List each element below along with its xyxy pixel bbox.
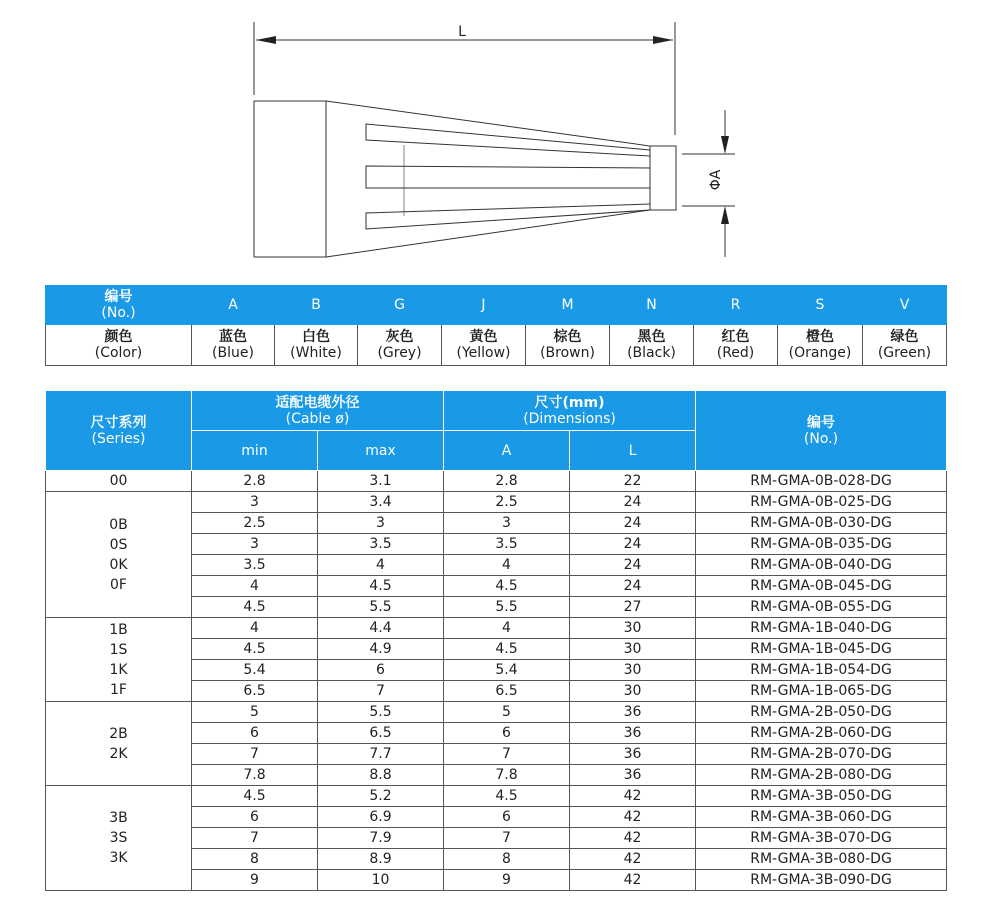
cell-min: 7.8 <box>192 765 318 786</box>
cell-max: 4.5 <box>318 576 444 597</box>
color-name-a <box>192 325 275 366</box>
cell-max: 7.9 <box>318 828 444 849</box>
cell-no: RM-GMA-3B-090-DG <box>696 870 947 891</box>
cell-a: 2.8 <box>444 471 570 492</box>
cell-a: 6.5 <box>444 681 570 702</box>
color-name-en: (Black) <box>627 345 676 361</box>
cell-max: 3.5 <box>318 534 444 555</box>
color-name-cn: 白色 <box>302 329 330 345</box>
cell-l: 30 <box>570 639 696 660</box>
series-code: 1F <box>110 681 127 698</box>
cell-max: 3 <box>318 513 444 534</box>
cell-l: 30 <box>570 618 696 639</box>
series-cell <box>46 702 192 786</box>
cell-no: RM-GMA-3B-050-DG <box>696 786 947 807</box>
size-table-body <box>46 471 947 891</box>
cell-min: 4.5 <box>192 597 318 618</box>
cell-l: 27 <box>570 597 696 618</box>
cell-l: 36 <box>570 702 696 723</box>
color-name-en: (Yellow) <box>456 345 511 361</box>
slot-middle <box>366 166 650 188</box>
cell-max: 5.5 <box>318 597 444 618</box>
color-code-r: R <box>694 286 778 325</box>
color-name-en: (Green) <box>877 345 932 361</box>
cell-max: 6.9 <box>318 807 444 828</box>
color-name-b <box>275 325 358 366</box>
max-header: max <box>318 431 444 471</box>
series-code: 1S <box>109 641 128 658</box>
cell-min: 4.5 <box>192 786 318 807</box>
cell-max: 4.9 <box>318 639 444 660</box>
cell-no: RM-GMA-2B-070-DG <box>696 744 947 765</box>
cell-max: 6.5 <box>318 723 444 744</box>
cell-no: RM-GMA-0B-040-DG <box>696 555 947 576</box>
l-header: L <box>570 431 696 471</box>
color-code-m: M <box>526 286 610 325</box>
cell-max: 7.7 <box>318 744 444 765</box>
cell-min: 5.4 <box>192 660 318 681</box>
cell-l: 42 <box>570 870 696 891</box>
header-label-cn: 编号 <box>104 289 133 305</box>
cell-l: 24 <box>570 555 696 576</box>
series-code: 0B <box>109 516 128 533</box>
color-name-en: (Brown) <box>540 345 595 361</box>
row-label-cn: 颜色 <box>104 329 133 345</box>
cell-a: 6 <box>444 807 570 828</box>
cell-a: 6 <box>444 723 570 744</box>
color-name-cn: 棕色 <box>553 329 582 345</box>
cell-min: 4 <box>192 618 318 639</box>
table-row <box>46 492 947 513</box>
series-header <box>46 391 192 471</box>
color-code-v: V <box>863 286 947 325</box>
cell-a: 5.5 <box>444 597 570 618</box>
cell-l: 42 <box>570 807 696 828</box>
series-code: 3K <box>109 850 128 866</box>
color-name-cn: 黄色 <box>469 329 498 345</box>
cell-a: 7.8 <box>444 765 570 786</box>
technical-drawing <box>0 0 990 280</box>
color-value-row <box>46 325 947 366</box>
series-code: 0S <box>109 536 128 553</box>
cell-min: 8 <box>192 849 318 870</box>
diameter-label: ΦA <box>708 169 724 191</box>
color-code-g: G <box>358 286 442 325</box>
cell-a: 9 <box>444 870 570 891</box>
cell-no: RM-GMA-2B-080-DG <box>696 765 947 786</box>
cell-min: 4.5 <box>192 639 318 660</box>
cell-l: 30 <box>570 681 696 702</box>
dim-header-cn: 尺寸(mm) <box>534 394 605 411</box>
cell-l: 42 <box>570 786 696 807</box>
arrow-right-icon <box>653 36 673 44</box>
a-header: A <box>444 431 570 471</box>
cell-min: 2.8 <box>192 471 318 492</box>
cell-no: RM-GMA-0B-045-DG <box>696 576 947 597</box>
color-name-en: (Orange) <box>788 345 852 361</box>
color-name-r <box>694 325 778 366</box>
cell-a: 4 <box>444 618 570 639</box>
cell-l: 24 <box>570 534 696 555</box>
series-code: 2B <box>109 725 128 742</box>
cell-max: 10 <box>318 870 444 891</box>
arrow-left-icon <box>256 36 276 44</box>
series-header-cn: 尺寸系列 <box>90 414 147 431</box>
cell-max: 8.8 <box>318 765 444 786</box>
cell-a: 4.5 <box>444 639 570 660</box>
cell-l: 30 <box>570 660 696 681</box>
cell-min: 5 <box>192 702 318 723</box>
cell-l: 36 <box>570 723 696 744</box>
color-name-m <box>526 325 610 366</box>
series-code: 3B <box>109 810 128 826</box>
cell-a: 4 <box>444 555 570 576</box>
size-spec-table <box>45 390 947 891</box>
series-cell <box>46 492 192 618</box>
color-header-row <box>46 286 947 325</box>
cell-l: 24 <box>570 513 696 534</box>
cell-no: RM-GMA-1B-045-DG <box>696 639 947 660</box>
length-label: L <box>458 24 466 40</box>
cell-max: 3.1 <box>318 471 444 492</box>
cell-l: 24 <box>570 492 696 513</box>
connector-head <box>254 101 326 257</box>
cell-l: 22 <box>570 471 696 492</box>
cell-no: RM-GMA-1B-054-DG <box>696 660 947 681</box>
cell-min: 3 <box>192 492 318 513</box>
color-name-cn: 灰色 <box>385 329 414 345</box>
cell-max: 4.4 <box>318 618 444 639</box>
color-name-s <box>778 325 863 366</box>
color-name-en: (White) <box>290 345 342 361</box>
no-header-cn: 编号 <box>807 414 836 431</box>
connector-tip <box>650 146 676 210</box>
cable-header-en: (Cable ø) <box>285 410 350 427</box>
cell-min: 7 <box>192 744 318 765</box>
cell-max: 7 <box>318 681 444 702</box>
cell-min: 3 <box>192 534 318 555</box>
cell-min: 2.5 <box>192 513 318 534</box>
cell-a: 8 <box>444 849 570 870</box>
series-code: 00 <box>109 473 128 489</box>
size-header-row-1 <box>46 391 947 431</box>
cell-no: RM-GMA-3B-080-DG <box>696 849 947 870</box>
series-code: 0K <box>109 556 128 573</box>
no-header-en: (No.) <box>803 430 839 447</box>
color-name-en: (Red) <box>716 345 755 361</box>
part-no-header <box>696 391 947 471</box>
table-row <box>46 702 947 723</box>
color-code-j: J <box>442 286 526 325</box>
series-code: 3S <box>109 830 128 846</box>
series-code: 2K <box>109 745 128 762</box>
color-code-a: A <box>192 286 275 325</box>
cell-max: 4 <box>318 555 444 576</box>
dim-header-en: (Dimensions) <box>523 410 616 427</box>
cell-a: 3.5 <box>444 534 570 555</box>
cell-a: 4.5 <box>444 576 570 597</box>
cell-no: RM-GMA-0B-035-DG <box>696 534 947 555</box>
cell-no: RM-GMA-3B-060-DG <box>696 807 947 828</box>
cell-max: 5.5 <box>318 702 444 723</box>
cell-l: 42 <box>570 828 696 849</box>
color-code-n: N <box>610 286 694 325</box>
cell-no: RM-GMA-2B-050-DG <box>696 702 947 723</box>
cell-a: 7 <box>444 828 570 849</box>
color-row-label <box>46 325 192 366</box>
cell-max: 3.4 <box>318 492 444 513</box>
cell-no: RM-GMA-1B-040-DG <box>696 618 947 639</box>
cell-a: 2.5 <box>444 492 570 513</box>
cell-max: 6 <box>318 660 444 681</box>
min-header: min <box>192 431 318 471</box>
cell-min: 4 <box>192 576 318 597</box>
cell-min: 9 <box>192 870 318 891</box>
color-code-table <box>45 285 947 366</box>
cell-a: 3 <box>444 513 570 534</box>
cell-a: 4.5 <box>444 786 570 807</box>
color-name-v <box>863 325 947 366</box>
color-name-cn: 红色 <box>721 329 750 345</box>
color-name-j <box>442 325 526 366</box>
color-name-cn: 蓝色 <box>219 329 247 345</box>
cell-no: RM-GMA-0B-030-DG <box>696 513 947 534</box>
color-name-cn: 绿色 <box>890 329 919 345</box>
cell-no: RM-GMA-1B-065-DG <box>696 681 947 702</box>
series-cell <box>46 471 192 492</box>
cable-header-cn: 适配电缆外径 <box>275 394 360 411</box>
arrow-up-icon <box>721 206 729 224</box>
cell-no: RM-GMA-0B-025-DG <box>696 492 947 513</box>
table-row <box>46 618 947 639</box>
cell-a: 5.4 <box>444 660 570 681</box>
cable-header <box>192 391 444 431</box>
cell-max: 8.9 <box>318 849 444 870</box>
arrow-down-icon <box>721 136 729 154</box>
series-header-en: (Series) <box>91 430 146 447</box>
cell-no: RM-GMA-0B-028-DG <box>696 471 947 492</box>
series-code: 1B <box>109 621 128 638</box>
color-name-en: (Grey) <box>377 345 422 361</box>
row-label-en: (Color) <box>94 345 143 361</box>
cell-min: 6.5 <box>192 681 318 702</box>
table-row <box>46 471 947 492</box>
series-code: 1K <box>109 661 128 678</box>
series-code: 0F <box>110 576 127 593</box>
cell-no: RM-GMA-3B-070-DG <box>696 828 947 849</box>
cell-min: 6 <box>192 723 318 744</box>
color-name-g <box>358 325 442 366</box>
cell-min: 7 <box>192 828 318 849</box>
cell-min: 6 <box>192 807 318 828</box>
color-name-cn: 黑色 <box>637 329 666 345</box>
cell-l: 36 <box>570 765 696 786</box>
cell-no: RM-GMA-2B-060-DG <box>696 723 947 744</box>
color-header-label <box>46 286 192 325</box>
color-code-b: B <box>275 286 358 325</box>
series-cell <box>46 618 192 702</box>
color-code-s: S <box>778 286 863 325</box>
table-row <box>46 786 947 807</box>
cell-a: 7 <box>444 744 570 765</box>
cell-a: 5 <box>444 702 570 723</box>
cell-l: 24 <box>570 576 696 597</box>
cell-l: 42 <box>570 849 696 870</box>
header-label-en: (No.) <box>101 305 136 321</box>
cell-l: 36 <box>570 744 696 765</box>
color-name-cn: 橙色 <box>806 329 834 345</box>
color-name-n <box>610 325 694 366</box>
series-cell <box>46 786 192 891</box>
cell-no: RM-GMA-0B-055-DG <box>696 597 947 618</box>
color-name-en: (Blue) <box>212 345 254 361</box>
dimensions-header <box>444 391 696 431</box>
cell-max: 5.2 <box>318 786 444 807</box>
cell-min: 3.5 <box>192 555 318 576</box>
